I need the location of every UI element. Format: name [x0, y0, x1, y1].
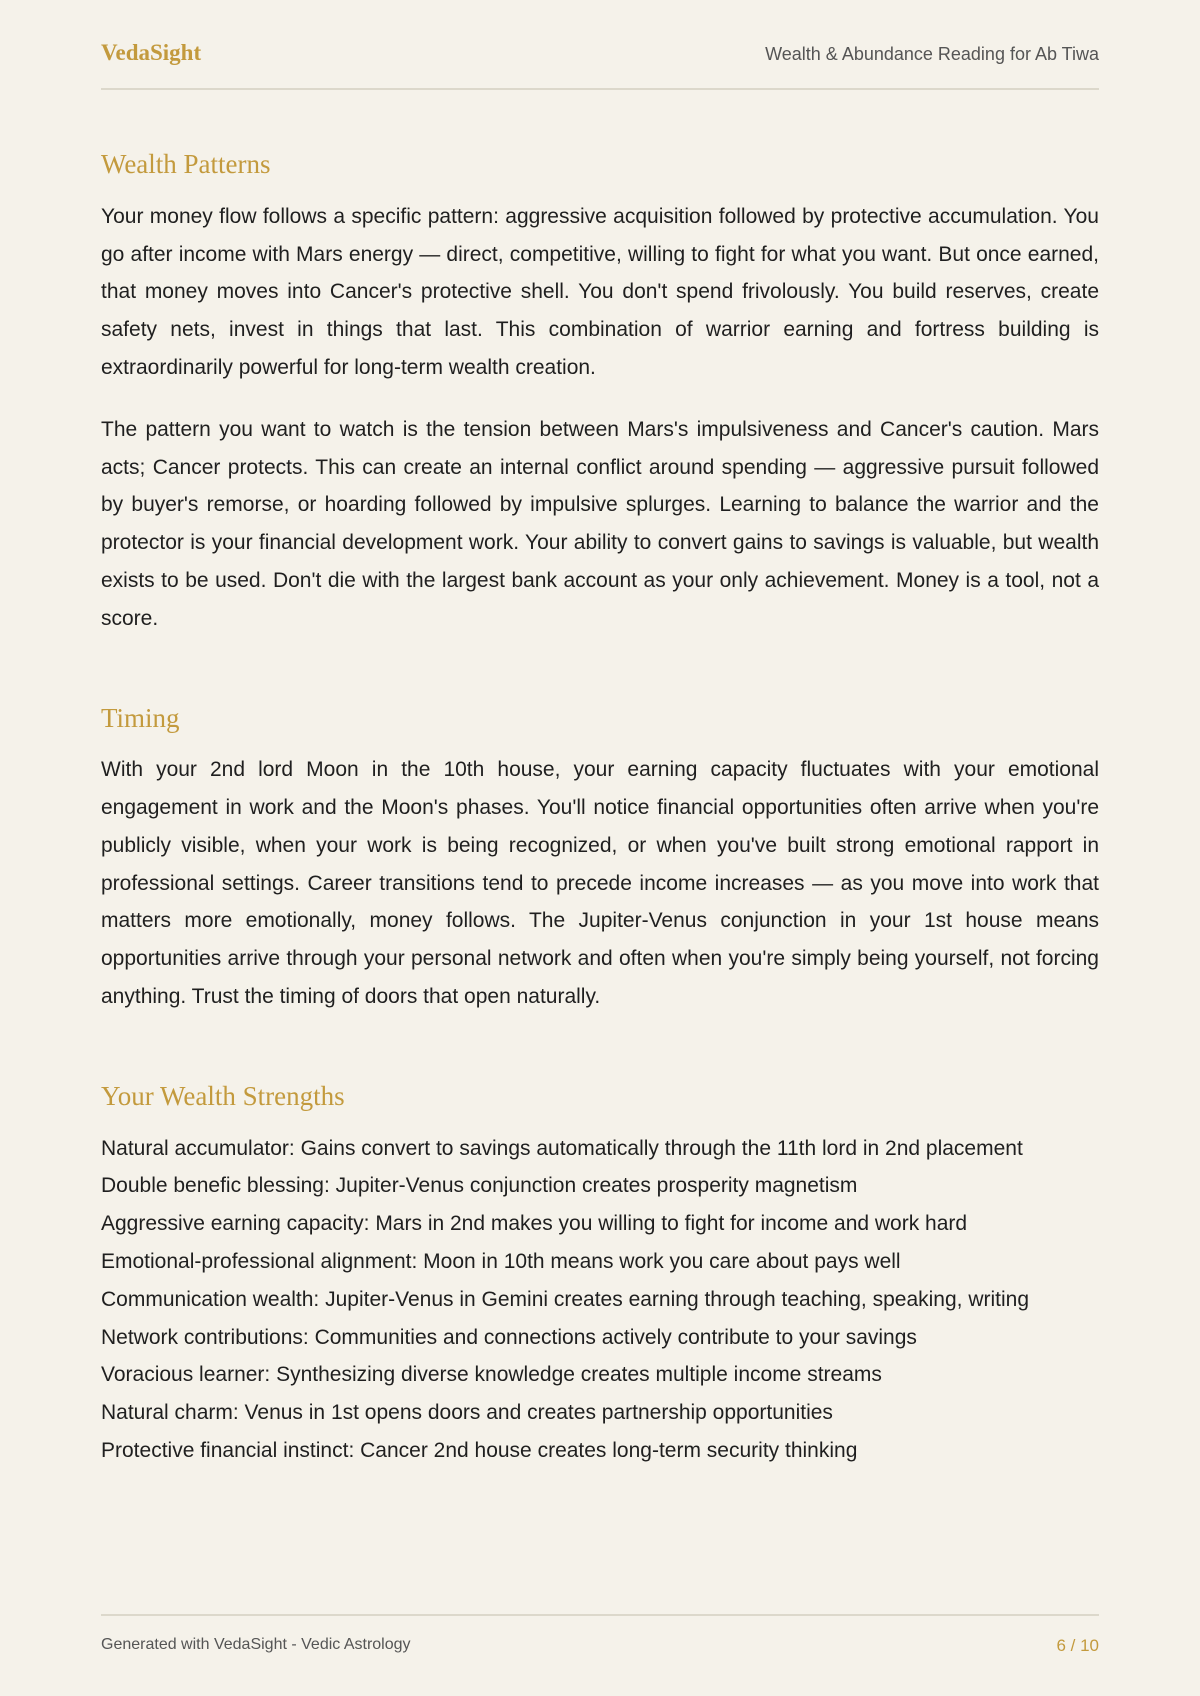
paragraph: The pattern you want to watch is the tension between Mars's impulsiveness and Cancer's caution. Mars acts; Cancer protects. This can create an internal conflict around spending — aggressive pursuit followed by buyer's remorse, or hoarding followed by impulsive splurges. Learning to balance the warrior and the protector is your financial development work. Your ability to convert gains to savings is valuable, but wealth exists to be used. Don't die with the largest bank account as your only achievement. Money is a tool, not a score.	[101, 417, 1099, 630]
section-heading: Your Wealth Strengths	[101, 1080, 345, 1111]
page-footer	[101, 1614, 1099, 1666]
list-item: Voracious learner: Synthesizing diverse knowledge creates multiple income streams	[101, 1363, 882, 1387]
report-title: Wealth & Abundance Reading for Ab Tiwa	[765, 44, 1099, 64]
list-item: Communication wealth: Jupiter-Venus in Gemini creates earning through teaching, speaking, writing	[101, 1287, 1029, 1311]
section-timing	[101, 702, 1099, 1016]
section-heading: Timing	[101, 702, 180, 733]
list-item: Network contributions: Communities and connections actively contribute to your savings	[101, 1325, 917, 1349]
section-wealth-strengths	[101, 1080, 1099, 1470]
footer-credit: Generated with VedaSight - Vedic Astrology	[101, 1636, 411, 1653]
paragraph: With your 2nd lord Moon in the 10th house, your earning capacity fluctuates with your emotional engagement in work and the Moon's phases. You'll notice financial opportunities often arrive when you're publicly visible, when your work is being recognized, or when you've built strong emotional rapport in professional settings. Career transitions tend to precede income increases — as you move into work that matters more emotionally, money follows. The Jupiter-Venus conjunction in your 1st house means opportunities arrive through your personal network and often when you're simply being yourself, not forcing anything. Trust the timing of doors that open naturally.	[101, 758, 1099, 1009]
brand-logo: VedaSight	[101, 40, 202, 65]
list-item: Double benefic blessing: Jupiter-Venus conjunction creates prosperity magnetism	[101, 1174, 858, 1198]
list-item: Natural charm: Venus in 1st opens doors and creates partnership opportunities	[101, 1401, 833, 1425]
section-heading: Wealth Patterns	[101, 149, 271, 179]
paragraph: Your money flow follows a specific pattern: aggressive acquisition followed by protective accumulation. You go after income with Mars energy — direct, competitive, willing to fight for what you want. But once earned, that money moves into Cancer's protective shell. You don't spend frivolously. You build reserves, create safety nets, invest in things that last. This combination of warrior earning and fortress building is extraordinarily powerful for long-term wealth creation.	[101, 204, 1099, 379]
page-content	[101, 148, 1099, 1470]
list-item: Aggressive earning capacity: Mars in 2nd makes you willing to fight for income and work hard	[101, 1212, 968, 1236]
page-number: 6 / 10	[1056, 1636, 1099, 1655]
list-item: Emotional-professional alignment: Moon in 10th means work you care about pays well	[101, 1249, 901, 1273]
list-item: Protective financial instinct: Cancer 2nd house creates long-term security thinking	[101, 1438, 858, 1462]
strengths-list	[101, 1130, 1099, 1470]
page-header	[101, 36, 1099, 90]
list-item: Natural accumulator: Gains convert to savings automatically through the 11th lord in 2nd placement	[101, 1136, 1023, 1160]
section-wealth-patterns	[101, 148, 1099, 638]
